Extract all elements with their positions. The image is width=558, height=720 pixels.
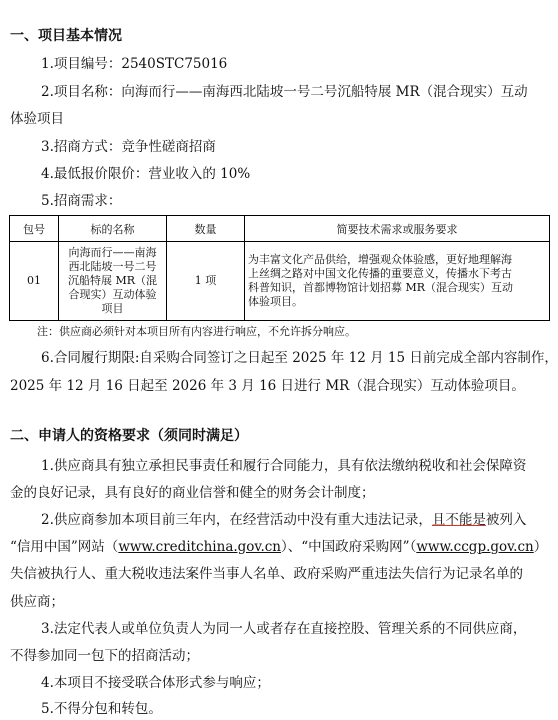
qualification-3-line2: 不得参加同一包下的招商活动； [10, 648, 199, 664]
creditchina-link[interactable]: www.creditchina.gov.cn [118, 539, 282, 555]
qualification-2-line1: 2.供应商参加本项目前三年内，在经营活动中没有重大违法记录，且不能是被列入 [41, 512, 527, 528]
qualification-2-line2: “信用中国”网站（www.creditchina.gov.cn）、“中国政府采购网”（www.ccgp.gov.cn） [10, 539, 548, 555]
header-item-name: 标的名称 [59, 216, 167, 242]
requirements-label: 5.招商需求： [41, 193, 122, 209]
qualification-2-line3: 失信被执行人、重大税收违法案件当事人名单、政府采购严重违法失信行为记录名单的 [10, 566, 523, 582]
highlight-text: 且不能是 [431, 512, 486, 528]
contract-period-line1: 6.合同履行期限:自采购合同签订之日起至 2025 年 12 月 15 日前完成全部内容制作， [41, 350, 558, 366]
price-limit: 4.最低报价限价：营业收入的 10% [41, 166, 251, 182]
ccgp-link[interactable]: www.ccgp.gov.cn [416, 539, 534, 555]
header-quantity: 数量 [167, 216, 245, 242]
project-name-line2: 体验项目 [10, 111, 64, 127]
cell-requirements: 为丰富文化产品供给，增强观众体验感，更好地理解海 上丝绸之路对中国文化传播的重要意义，传播水下考古 科普知识，首都博物馆计划招募 MR（混合现实）互动 体验项目。 [245, 242, 550, 321]
header-package: 包号 [10, 216, 59, 242]
requirements-table [9, 215, 550, 321]
qualification-1-line2: 金的良好记录，具有良好的商业信誉和健全的财务会计制度； [10, 485, 375, 501]
section-1-heading: 一、项目基本情况 [10, 28, 122, 44]
section-2-heading: 二、申请人的资格要求（须同时满足） [10, 428, 248, 444]
qualification-4: 4.本项目不接受联合体形式参与响应； [41, 675, 270, 691]
bidding-method: 3.招商方式：竞争性磋商招商 [41, 139, 216, 155]
qualification-3-line1: 3.法定代表人或单位负责人为同一人或者存在直接控股、管理关系的不同供应商， [41, 621, 527, 637]
table-header-row [10, 216, 550, 242]
contract-period-line2: 2025 年 12 月 16 日起至 2026 年 3 月 16 日进行 MR（混合现实）互动体验项目。 [10, 378, 525, 394]
qualification-5: 5.不得分包和转包。 [41, 701, 162, 717]
project-name-line1: 2.项目名称：向海而行——南海西北陆坡一号二号沉船特展 MR（混合现实）互动 [41, 84, 528, 100]
table-row [10, 242, 550, 321]
qualification-1-line1: 1.供应商具有独立承担民事责任和履行合同能力，具有依法缴纳税收和社会保障资 [41, 458, 527, 474]
table-note: 注：供应商必须针对本项目所有内容进行响应，不允许拆分响应。 [37, 325, 356, 338]
cell-item-name: 向海而行——南海 西北陆坡一号二号 沉船特展 MR（混 合现实）互动体验 项目 [59, 242, 167, 321]
header-requirements: 简要技术需求或服务要求 [245, 216, 550, 242]
cell-package: 01 [10, 242, 59, 321]
qualification-2-line4: 供应商； [10, 594, 64, 610]
cell-quantity: 1 项 [167, 242, 245, 321]
project-number: 1.项目编号：2540STC75016 [41, 56, 228, 72]
